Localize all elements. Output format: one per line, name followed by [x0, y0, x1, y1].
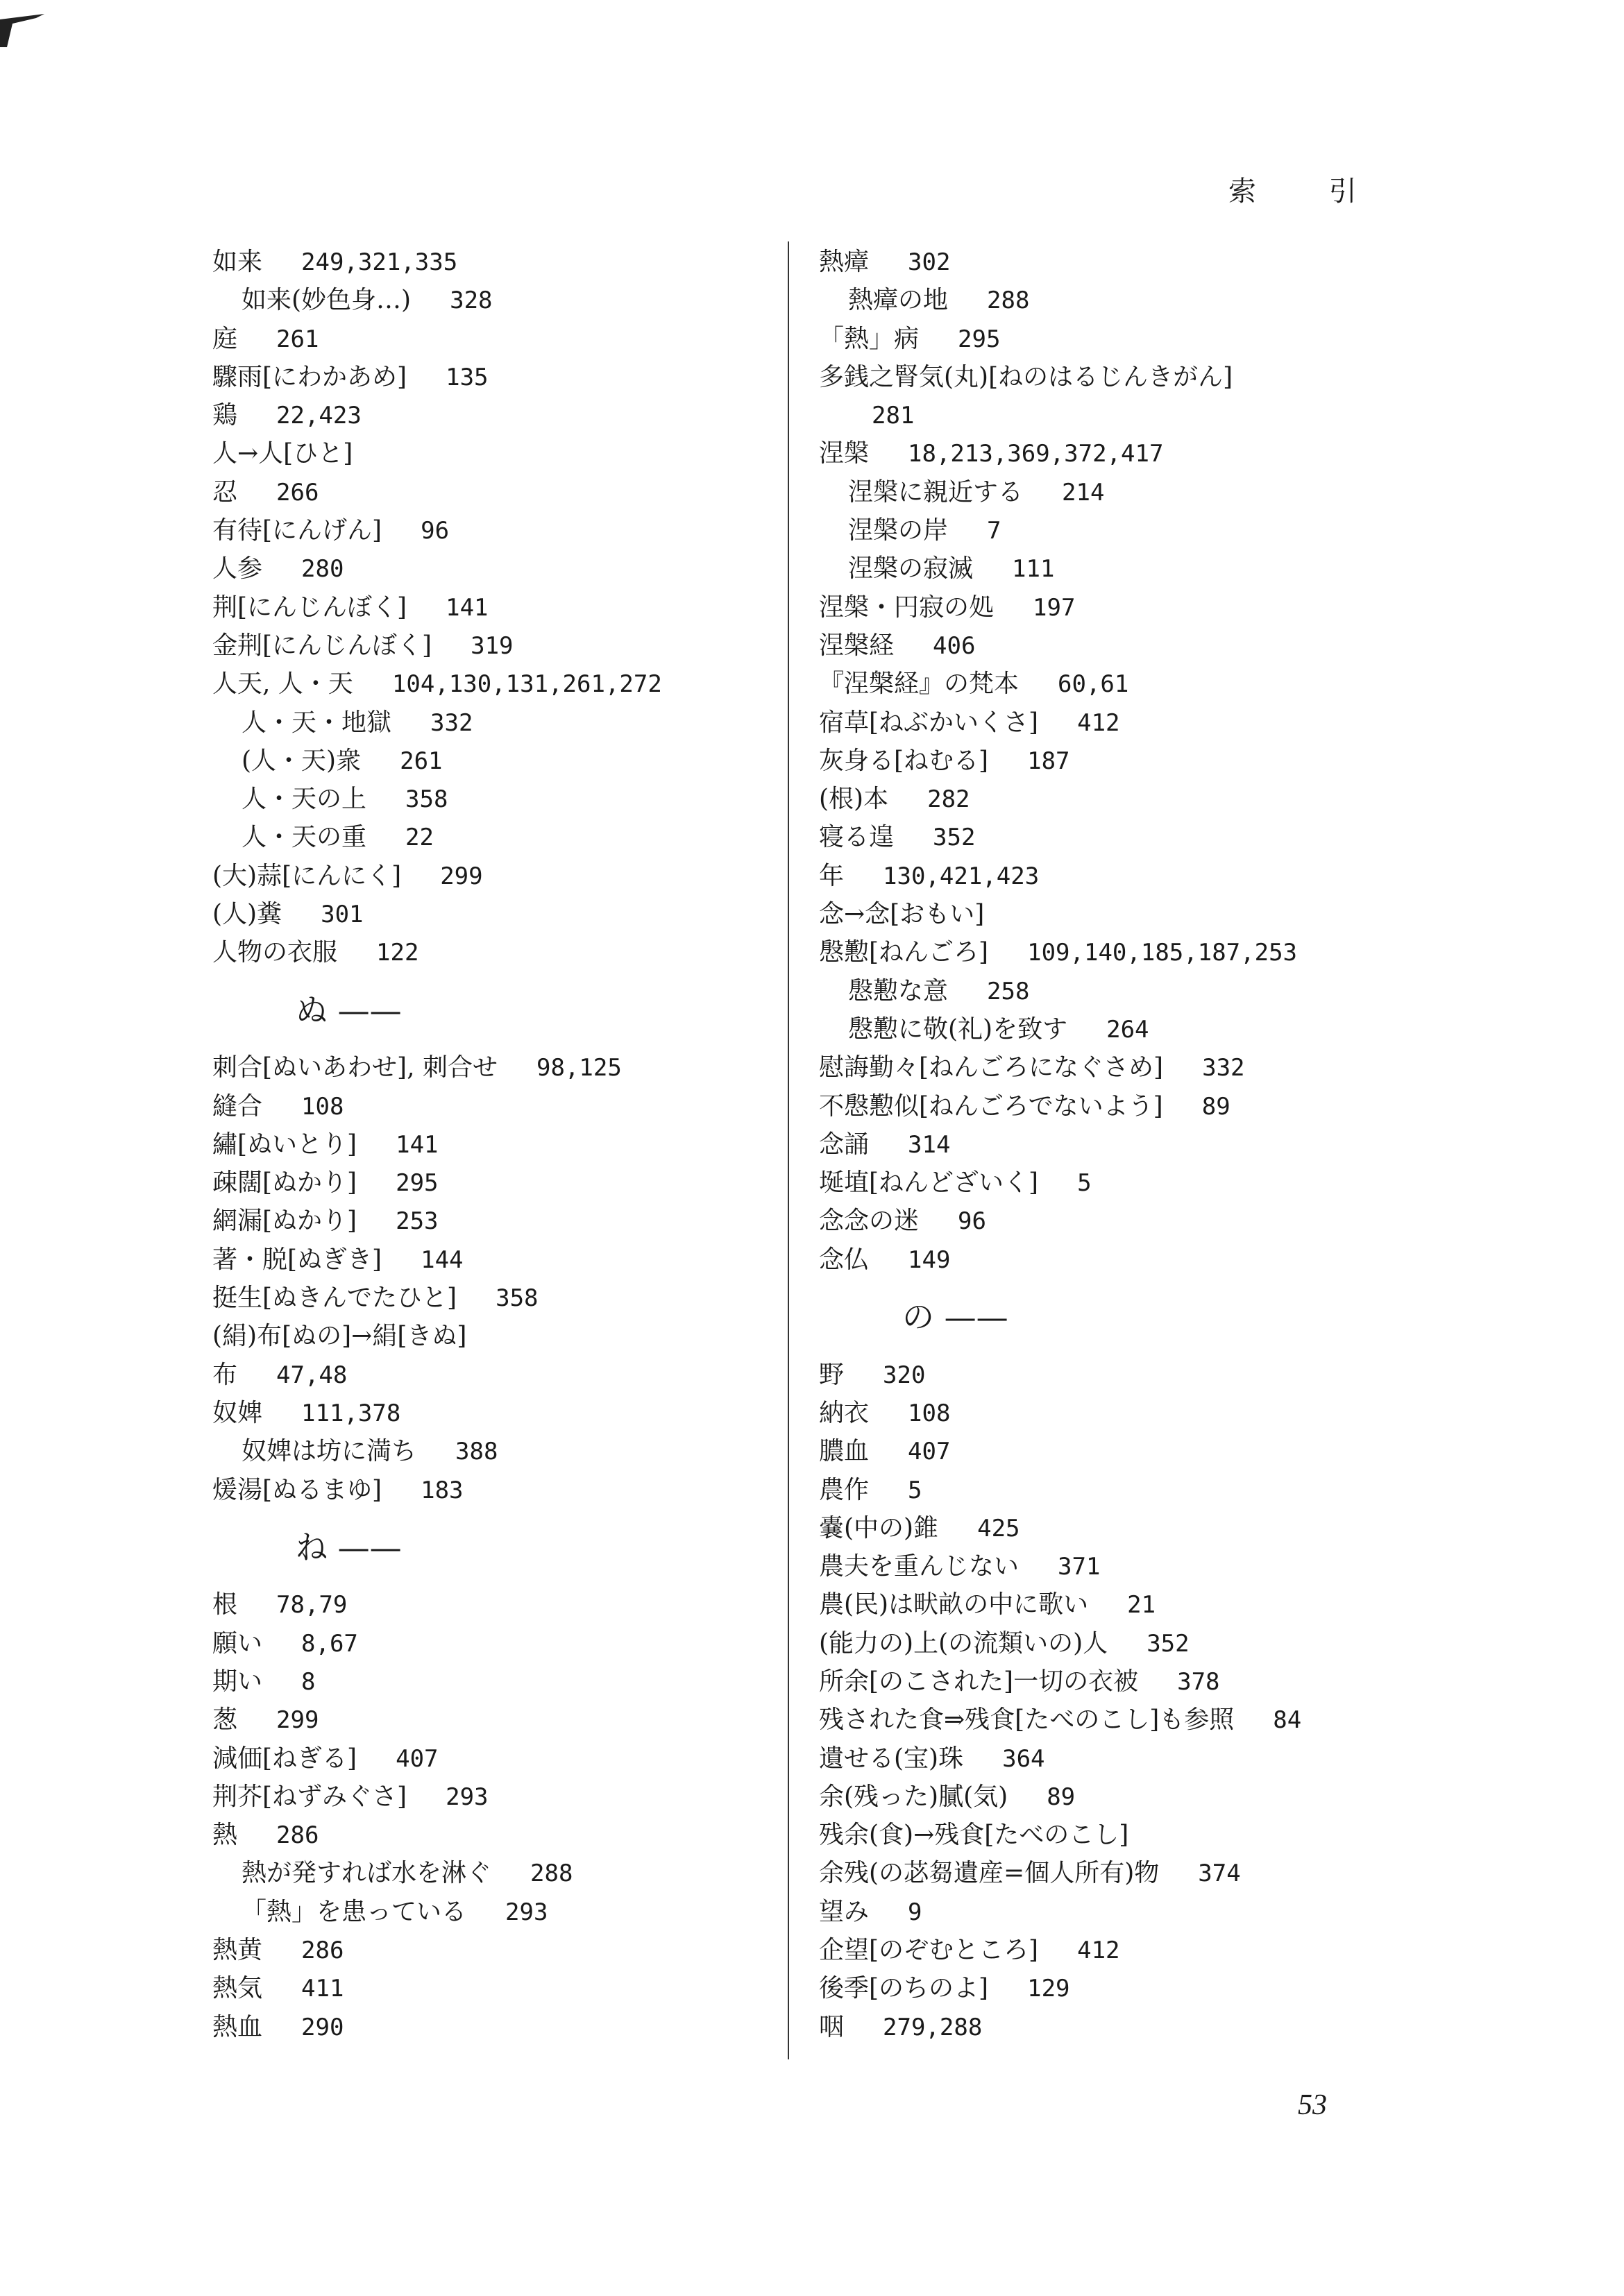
page-references: 301 — [321, 901, 364, 929]
index-column-right — [819, 243, 1430, 2046]
index-term: 人・天の上 — [242, 785, 367, 814]
index-term: 望み — [819, 1897, 870, 1926]
index-term: 「熱」病 — [819, 324, 920, 353]
page-references: 89 — [1201, 1092, 1230, 1121]
index-entry — [212, 1279, 768, 1317]
page-references: 299 — [440, 862, 483, 890]
index-term: 涅槃・円寂の処 — [819, 593, 995, 622]
page-references: 111,378 — [301, 1399, 401, 1427]
page-references: 352 — [933, 824, 976, 852]
index-term: 『涅槃経』の梵本 — [819, 670, 1020, 699]
index-entry — [819, 1010, 1430, 1048]
page-references: 122 — [376, 939, 419, 967]
index-entry — [819, 1471, 1430, 1509]
index-term: 奴婢 — [212, 1398, 263, 1427]
page-references: 8 — [301, 1667, 316, 1696]
page-references: 407 — [908, 1438, 951, 1466]
index-term: 農作 — [819, 1475, 870, 1504]
page-references: 8,67 — [301, 1629, 358, 1658]
index-term: 縫合 — [212, 1091, 263, 1121]
index-term: 嚢(中の)錐 — [819, 1513, 939, 1542]
index-entry — [819, 1931, 1430, 1969]
index-term: 荆芥[ねずみぐさ] — [212, 1782, 407, 1811]
index-term: 念→念[おもい] — [819, 900, 985, 929]
index-entry — [819, 818, 1430, 856]
index-term: 涅槃経 — [819, 631, 895, 660]
index-term: (人)糞 — [212, 900, 282, 929]
page-references: 295 — [958, 325, 1001, 353]
index-entry — [212, 588, 768, 627]
index-entry — [212, 1432, 768, 1470]
index-entry — [212, 1778, 768, 1816]
page-references: 183 — [421, 1476, 464, 1504]
page-references: 111 — [1012, 555, 1055, 584]
index-entry — [819, 627, 1430, 665]
index-entry — [819, 1087, 1430, 1125]
index-term: 慇懃[ねんごろ] — [819, 938, 989, 967]
index-entry — [819, 1241, 1430, 1279]
index-entry — [212, 627, 768, 665]
page-references: 412 — [1077, 708, 1120, 737]
page-references: 295 — [396, 1169, 439, 1198]
index-term: 著・脱[ぬぎき] — [212, 1245, 382, 1274]
index-entry — [212, 1471, 768, 1509]
index-term: 遺せる(宝)珠 — [819, 1744, 964, 1773]
page-references: 96 — [421, 517, 450, 545]
index-term: 期い — [212, 1667, 263, 1696]
index-entry — [212, 780, 768, 818]
index-entry — [819, 1509, 1430, 1547]
index-entry — [212, 1048, 768, 1087]
index-term: 熱黄 — [212, 1936, 263, 1965]
index-term: (絹)布[ぬの]→絹[きぬ] — [212, 1322, 467, 1351]
index-entry — [819, 857, 1430, 895]
index-entry — [212, 243, 768, 281]
index-term: 野 — [819, 1360, 845, 1389]
page-references: 141 — [446, 593, 489, 622]
page-references: 261 — [276, 325, 319, 353]
page-references: 141 — [396, 1130, 439, 1159]
page-references: 108 — [301, 1092, 344, 1121]
page-references: 21 — [1127, 1591, 1156, 1619]
index-entry — [212, 511, 768, 550]
index-entry — [819, 588, 1430, 627]
index-term: 所余[のこされた]一切の衣被 — [819, 1667, 1139, 1696]
index-entry — [212, 1087, 768, 1125]
index-entry — [212, 1585, 768, 1624]
index-term: 葱 — [212, 1706, 238, 1735]
index-entry — [212, 550, 768, 588]
index-entry — [212, 1202, 768, 1240]
index-term: 咽 — [819, 2012, 845, 2041]
page-references: 149 — [908, 1245, 951, 1274]
index-entry — [212, 473, 768, 511]
index-entry — [212, 2008, 768, 2046]
page-references: 314 — [908, 1130, 951, 1159]
index-term: 念念の迷 — [819, 1207, 920, 1236]
index-entry — [212, 1854, 768, 1892]
page-references: 60,61 — [1058, 670, 1129, 699]
index-entry — [212, 281, 768, 319]
index-term: 金荆[にんじんぼく] — [212, 631, 432, 660]
index-term: 灰身る[ねむる] — [819, 746, 989, 775]
page-references: 319 — [471, 631, 514, 660]
index-entry — [819, 1624, 1430, 1663]
index-entry — [819, 1048, 1430, 1087]
page-references: 328 — [450, 287, 493, 315]
page-references: 7 — [987, 517, 1001, 545]
page-references: 5 — [1077, 1169, 1092, 1198]
page-references: 411 — [301, 1975, 344, 2003]
index-entry — [819, 320, 1430, 358]
index-entry — [212, 1164, 768, 1202]
index-entry — [212, 818, 768, 856]
page-references: 22 — [405, 824, 434, 852]
index-term: (能力の)上(の流類いの)人 — [819, 1629, 1108, 1658]
section-heading: ね —— — [296, 1528, 402, 1566]
index-entry — [819, 704, 1430, 742]
index-entry — [819, 1893, 1430, 1931]
index-term: 荆[にんじんぼく] — [212, 593, 407, 622]
page-references: 288 — [530, 1860, 573, 1888]
index-term: 如来(妙色身…) — [242, 286, 412, 315]
index-term: 膿血 — [819, 1437, 870, 1466]
section-heading: ぬ —— — [296, 991, 402, 1029]
index-term: 慰誨勤々[ねんごろになぐさめ] — [819, 1053, 1164, 1082]
page-references: 96 — [958, 1207, 986, 1236]
index-entry — [819, 742, 1430, 780]
index-term: 宿草[ねぶかいくさ] — [819, 708, 1039, 737]
index-entry — [212, 1740, 768, 1778]
page-references: 104,130,131,261,272 — [391, 670, 662, 699]
index-term: 如来 — [212, 248, 263, 276]
page-references: 135 — [446, 363, 489, 391]
index-entry — [212, 1317, 768, 1355]
index-term: 農(民)は畎畝の中に歌い — [819, 1590, 1089, 1619]
index-entry — [819, 1969, 1430, 2007]
index-entry — [212, 1663, 768, 1701]
index-term: 多銭之腎気(丸)[ねのはるじんきがん] — [819, 362, 1233, 391]
page-references: 378 — [1177, 1667, 1220, 1696]
index-term: 納衣 — [819, 1398, 870, 1427]
index-entry — [819, 895, 1430, 933]
index-entry — [212, 396, 768, 434]
index-term: (根)本 — [819, 785, 889, 814]
page-references: 288 — [987, 287, 1030, 315]
index-term: 人参 — [212, 554, 263, 584]
page-references: 371 — [1058, 1553, 1101, 1581]
index-entry — [819, 243, 1430, 281]
page-references: 412 — [1077, 1937, 1120, 1965]
page-references: 282 — [927, 785, 970, 814]
index-entry — [212, 434, 768, 473]
index-term: 願い — [212, 1629, 263, 1658]
index-term: 鶏 — [212, 401, 238, 430]
page-references: 197 — [1033, 593, 1076, 622]
page-references: 108 — [908, 1399, 951, 1427]
page-references: 290 — [301, 2013, 344, 2041]
index-entry — [212, 857, 768, 895]
index-term: 人→人[ひと] — [212, 439, 353, 468]
index-term: (人・天)衆 — [242, 746, 362, 775]
page-references: 388 — [455, 1438, 498, 1466]
page-references: 261 — [400, 747, 443, 775]
index-term: 人物の衣服 — [212, 938, 338, 967]
index-entry — [819, 1854, 1430, 1892]
page-references: 9 — [908, 1898, 922, 1926]
index-term: 念誦 — [819, 1130, 870, 1159]
index-entry — [212, 1394, 768, 1432]
index-entry — [819, 2008, 1430, 2046]
index-term: 布 — [212, 1360, 238, 1389]
page-references: 187 — [1027, 747, 1070, 775]
page-references: 407 — [396, 1744, 439, 1773]
page-references: 293 — [505, 1898, 548, 1926]
index-term: 熱気 — [212, 1974, 263, 2003]
index-term: 残された食⇒残食[たべのこし]も参照 — [819, 1706, 1235, 1735]
index-term: 人・天の重 — [242, 823, 367, 852]
page-number: 53 — [1298, 2089, 1327, 2121]
page-references: 129 — [1027, 1975, 1070, 2003]
index-entry — [819, 665, 1430, 703]
index-term: 農夫を重んじない — [819, 1552, 1020, 1581]
page-references: 286 — [301, 1937, 344, 1965]
index-entry — [819, 358, 1430, 396]
index-entry — [819, 1663, 1430, 1701]
index-entry — [819, 1394, 1430, 1432]
page-references: 280 — [301, 555, 344, 584]
index-term: 余(残った)膩(気) — [819, 1782, 1008, 1811]
index-term: (大)蒜[にんにく] — [212, 861, 402, 890]
index-entry — [212, 933, 768, 971]
index-entry — [212, 742, 768, 780]
page-references: 109,140,185,187,253 — [1027, 939, 1298, 967]
index-entry — [212, 1125, 768, 1164]
index-term: 寝る遑 — [819, 823, 895, 852]
index-term: 年 — [819, 861, 845, 890]
index-term: 熱瘴 — [819, 248, 870, 276]
index-term: 人・天・地獄 — [242, 708, 392, 737]
index-entry — [819, 1816, 1430, 1854]
index-entry — [819, 1164, 1430, 1202]
index-entry — [819, 550, 1430, 588]
index-term: 熱血 — [212, 2012, 263, 2041]
index-term: 涅槃の寂滅 — [848, 554, 974, 584]
index-term: 慇懃な意 — [848, 976, 949, 1005]
page-references: 47,48 — [276, 1361, 348, 1389]
page-references: 406 — [933, 631, 976, 660]
index-term: 減価[ねぎる] — [212, 1744, 357, 1773]
page-references: 214 — [1062, 478, 1105, 507]
index-entry — [819, 473, 1430, 511]
index-term: 涅槃 — [819, 439, 870, 468]
index-term: 挺生[ぬきんでたひと] — [212, 1284, 457, 1313]
page-references: 302 — [908, 248, 951, 276]
page-references: 332 — [1202, 1054, 1245, 1082]
page-references: 264 — [1106, 1015, 1149, 1044]
page-references: 258 — [987, 977, 1030, 1005]
index-term: 余残(の苾芻遺産=個人所有)物 — [819, 1859, 1160, 1888]
page-references: 89 — [1047, 1783, 1076, 1811]
page-references: 253 — [396, 1207, 439, 1236]
page-references: 281 — [872, 402, 915, 430]
index-term: 人天, 人・天 — [212, 670, 353, 699]
index-term: 熱が発すれば水を淋ぐ — [242, 1859, 492, 1888]
index-entry — [212, 1356, 768, 1394]
index-term: 涅槃の岸 — [848, 516, 949, 545]
index-entry — [212, 1624, 768, 1663]
page-references: 22,423 — [276, 402, 362, 430]
page-references: 332 — [430, 708, 473, 737]
index-entry — [212, 895, 768, 933]
index-term: 忍 — [212, 477, 238, 507]
index-term: 残余(食)→残食[たべのこし] — [819, 1821, 1129, 1850]
index-term: 刺合[ぬいあわせ], 刺合せ — [212, 1053, 498, 1082]
index-term: 疎闊[ぬかり] — [212, 1168, 357, 1198]
page-references: 374 — [1198, 1860, 1241, 1888]
page-references: 352 — [1147, 1629, 1190, 1658]
index-term: 網漏[ぬかり] — [212, 1207, 357, 1236]
page-references: 320 — [883, 1361, 926, 1389]
page-references: 286 — [276, 1821, 319, 1850]
index-column-left — [212, 243, 768, 2046]
index-entry — [212, 358, 768, 396]
page-references: 364 — [1002, 1744, 1045, 1773]
index-entry — [819, 434, 1430, 473]
index-entry — [212, 665, 768, 703]
index-entry — [819, 780, 1430, 818]
page-references: 249,321,335 — [301, 248, 458, 276]
index-entry — [819, 933, 1430, 971]
index-term: 後季[のちのよ] — [819, 1974, 989, 2003]
index-entry — [212, 1701, 768, 1739]
index-term: 企望[のぞむところ] — [819, 1936, 1039, 1965]
index-entry — [819, 1701, 1430, 1739]
index-entry — [212, 320, 768, 358]
running-head: 索 引 — [1228, 176, 1389, 207]
page-references: 358 — [405, 785, 448, 814]
index-entry — [819, 1125, 1430, 1164]
index-term: 埏埴[ねんどざいく] — [819, 1168, 1039, 1198]
index-term: 熱 — [212, 1821, 238, 1850]
index-entry — [819, 1778, 1430, 1816]
index-term: 慇懃に敬(礼)を致す — [848, 1014, 1068, 1044]
index-entry — [212, 1241, 768, 1279]
index-term: 念仏 — [819, 1245, 870, 1274]
index-term: 庭 — [212, 324, 238, 353]
index-entry — [819, 396, 1430, 434]
index-entry — [819, 1432, 1430, 1470]
page-references: 130,421,423 — [883, 862, 1040, 890]
index-term: 根 — [212, 1590, 238, 1619]
page-references: 18,213,369,372,417 — [908, 440, 1164, 468]
index-entry — [819, 1547, 1430, 1585]
index-entry — [819, 1585, 1430, 1624]
page-references: 5 — [908, 1476, 922, 1504]
index-term: 有待[にんげん] — [212, 516, 382, 545]
page-references: 279,288 — [883, 2013, 983, 2041]
index-entry — [212, 704, 768, 742]
index-entry — [819, 281, 1430, 319]
index-entry — [212, 1931, 768, 1969]
index-term: 「熱」を患っている — [242, 1897, 467, 1926]
index-entry — [819, 1740, 1430, 1778]
page-references: 266 — [276, 478, 319, 507]
index-entry — [212, 1816, 768, 1854]
index-entry — [819, 1202, 1430, 1240]
section-heading: の —— — [902, 1298, 1008, 1336]
page-references: 358 — [496, 1284, 539, 1313]
page-references: 98,125 — [536, 1054, 622, 1082]
page-references: 84 — [1273, 1706, 1302, 1735]
index-entry — [212, 1969, 768, 2007]
page-references: 293 — [446, 1783, 489, 1811]
page-references: 425 — [977, 1514, 1020, 1542]
index-entry — [819, 1356, 1430, 1394]
page-references: 78,79 — [276, 1591, 348, 1619]
scan-corner-mark — [0, 14, 49, 47]
page-references: 299 — [276, 1706, 319, 1735]
index-term: 驟雨[にわかあめ] — [212, 362, 407, 391]
index-term: 繡[ぬいとり] — [212, 1130, 357, 1159]
index-term: 煖湯[ぬるまゆ] — [212, 1475, 382, 1504]
index-term: 奴婢は坊に満ち — [242, 1437, 417, 1466]
index-entry — [819, 972, 1430, 1010]
page-references: 144 — [421, 1245, 464, 1274]
index-term: 涅槃に親近する — [848, 477, 1024, 507]
index-entry — [212, 1893, 768, 1931]
index-term: 熱瘴の地 — [848, 286, 949, 315]
index-term: 不慇懃似[ねんごろでないよう] — [819, 1091, 1163, 1121]
column-divider — [788, 241, 789, 2059]
index-entry — [819, 511, 1430, 550]
